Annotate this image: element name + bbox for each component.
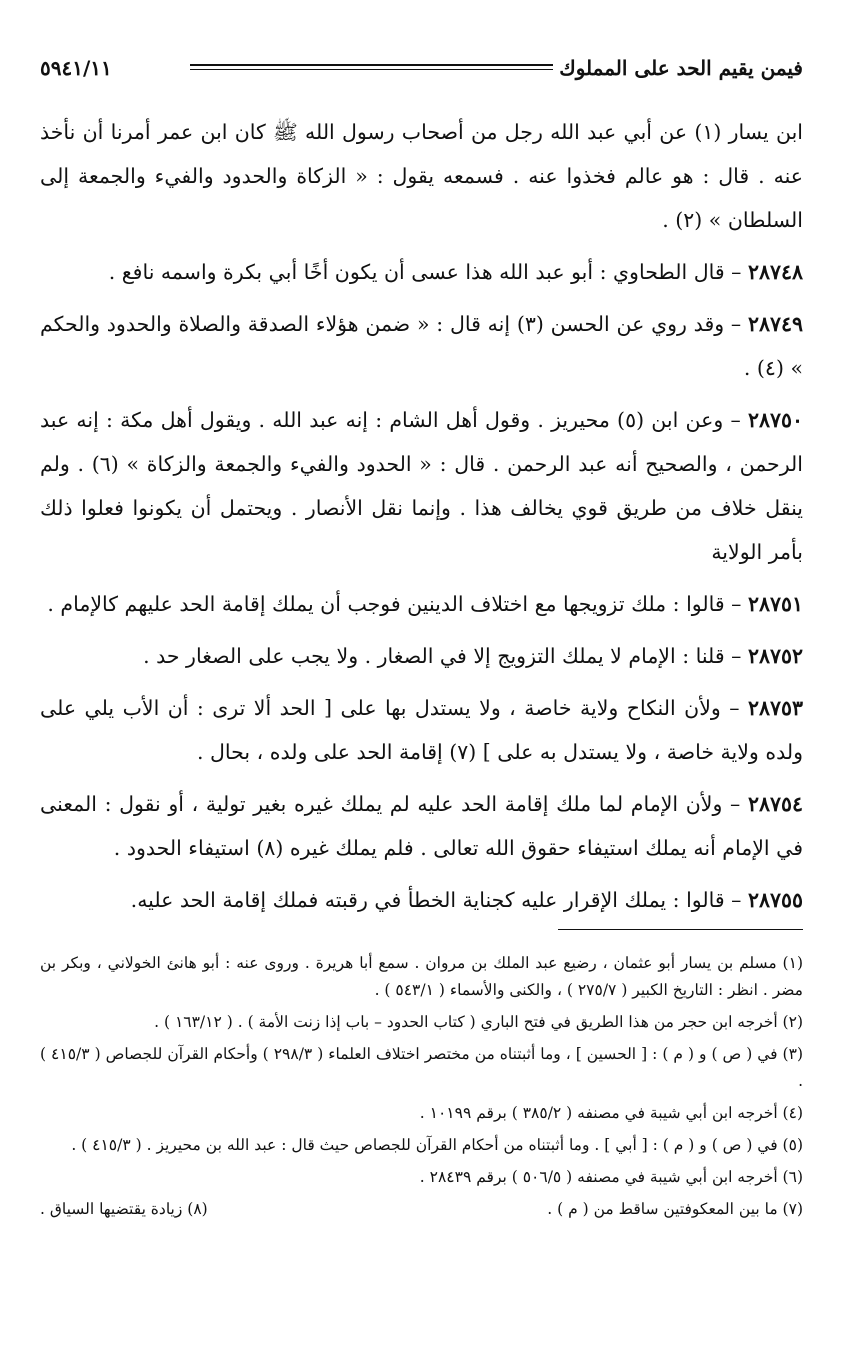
paragraph-number: ٢٨٧٥٢ <box>747 644 803 668</box>
footnote-separator <box>558 929 803 930</box>
paragraph-number: ٢٨٧٥٣ <box>747 696 803 720</box>
footnote: (٧) ما بين المعكوفتين ساقط من ( م ) . <box>547 1200 803 1218</box>
paragraph: ٢٨٧٥٥ – قالوا : يملك الإقرار عليه كجناية الخطأ في رقبته فملك إقامة الحد عليه. <box>130 888 803 912</box>
paragraph-number: ٢٨٧٤٨ <box>747 260 803 284</box>
paragraph: ٢٨٧٥١ – قالوا : ملك تزويجها مع اختلاف الدينين فوجب أن يملك إقامة الحد عليهم كالإمام . <box>47 592 803 616</box>
paragraph: ٢٨٧٥٢ – قلنا : الإمام لا يملك التزويج إلا في الصغار . ولا يجب على الصغار حد . <box>143 644 803 668</box>
paragraph: ٢٨٧٤٨ – قال الطحاوي : أبو عبد الله هذا عسى أن يكون أخًا أبي بكرة واسمه نافع . <box>108 260 803 284</box>
paragraph-number: ٢٨٧٥٥ <box>747 888 803 912</box>
footnote: (٥) في ( ص ) و ( م ) : [ أبي ] . وما أثبتناه من أحكام القرآن للجصاص حيث قال : عبد الله بن محيريز . ( ٤١٥/٣ ) . <box>71 1136 803 1154</box>
footnote: (٦) أخرجه ابن أبي شيبة في مصنفه ( ٥٠٦/٥ ) برقم ٢٨٤٣٩ . <box>419 1168 803 1186</box>
footnote: (٢) أخرجه ابن حجر من هذا الطريق في فتح الباري ( كتاب الحدود – باب إذا زنت الأمة ) . ( ١٦٣/١٢ ) . <box>154 1013 803 1031</box>
paragraph-number: ٢٨٧٥٤ <box>747 792 803 816</box>
main-text <box>40 110 803 930</box>
paragraph: ٢٨٧٥٣ – ولأن النكاح ولاية خاصة ، ولا يستدل بها على [ الحد ألا ترى : أن الأب يلي على ولده ولاية خاصة ، ولا يستدل به على ] (٧) إقامة الحد على ولده ، بحال . <box>40 696 803 764</box>
paragraph-number: ٢٨٧٥٠ <box>747 408 803 432</box>
paragraph-number: ٢٨٧٥١ <box>747 592 803 616</box>
paragraph: ٢٨٧٥٤ – ولأن الإمام لما ملك إقامة الحد عليه لم يملك غيره بغير تولية ، أو نقول : المعنى في الإمام أنه يملك استيفاء حقوق الله تعالى . فلم يملك غيره (٨) استيفاء الحدود . <box>40 792 803 860</box>
paragraph-number: ٢٨٧٤٩ <box>747 312 803 336</box>
footnote-row <box>40 1196 803 1223</box>
footnote: (٣) في ( ص ) و ( م ) : [ الحسين ] ، وما أثبتناه من مختصر اختلاف العلماء ( ٢٩٨/٣ ) وأحكام القرآن للجصاص ( ٤١٥/٣ ) . <box>40 1045 803 1090</box>
footnotes <box>40 950 803 1223</box>
chapter-title: فيمن يقيم الحد على المملوك <box>559 56 803 80</box>
footnote: (١) مسلم بن يسار أبو عثمان ، رضيع عبد الملك بن مروان . سمع أبا هريرة . وروى عنه : أبو هانئ الخولاني ، وبكر بن مضر . انظر : التاريخ الكبير ( ٢٧٥/٧ ) ، والكنى والأسماء ( ٥٤٣/١ ) . <box>40 954 803 999</box>
running-header <box>40 50 803 90</box>
paragraph: ٢٨٧٤٩ – وقد روي عن الحسن (٣) إنه قال : « ضمن هؤلاء الصدقة والصلاة والحدود والحكم » (٤) . <box>40 312 803 380</box>
header-rule <box>190 64 553 70</box>
footnote: (٨) زيادة يقتضيها السياق . <box>40 1200 208 1218</box>
footnote: (٤) أخرجه ابن أبي شيبة في مصنفه ( ٣٨٥/٢ ) برقم ١٠١٩٩ . <box>419 1104 803 1122</box>
paragraph: ابن يسار (١) عن أبي عبد الله رجل من أصحاب رسول الله ﷺ كان ابن عمر أمرنا أن نأخذ عنه . قال : هو عالم فخذوا عنه . فسمعه يقول : « الزكاة والحدود والفيء والجمعة إلى السلطان » (٢) . <box>40 120 803 232</box>
page-number: ٥٩٤١/١١ <box>40 56 112 80</box>
paragraph: ٢٨٧٥٠ – وعن ابن (٥) محيريز . وقول أهل الشام : إنه عبد الله . ويقول أهل مكة : إنه عبد الرحمن ، والصحيح أنه عبد الرحمن . قال : « الحدود والفيء والجمعة والزكاة » (٦) . ولم ينقل خلاف من طريق قوي يخالف هذا . وإنما نقل الأنصار . ويحتمل أن يكونوا فعلوا ذلك بأمر الولاية <box>40 408 803 564</box>
